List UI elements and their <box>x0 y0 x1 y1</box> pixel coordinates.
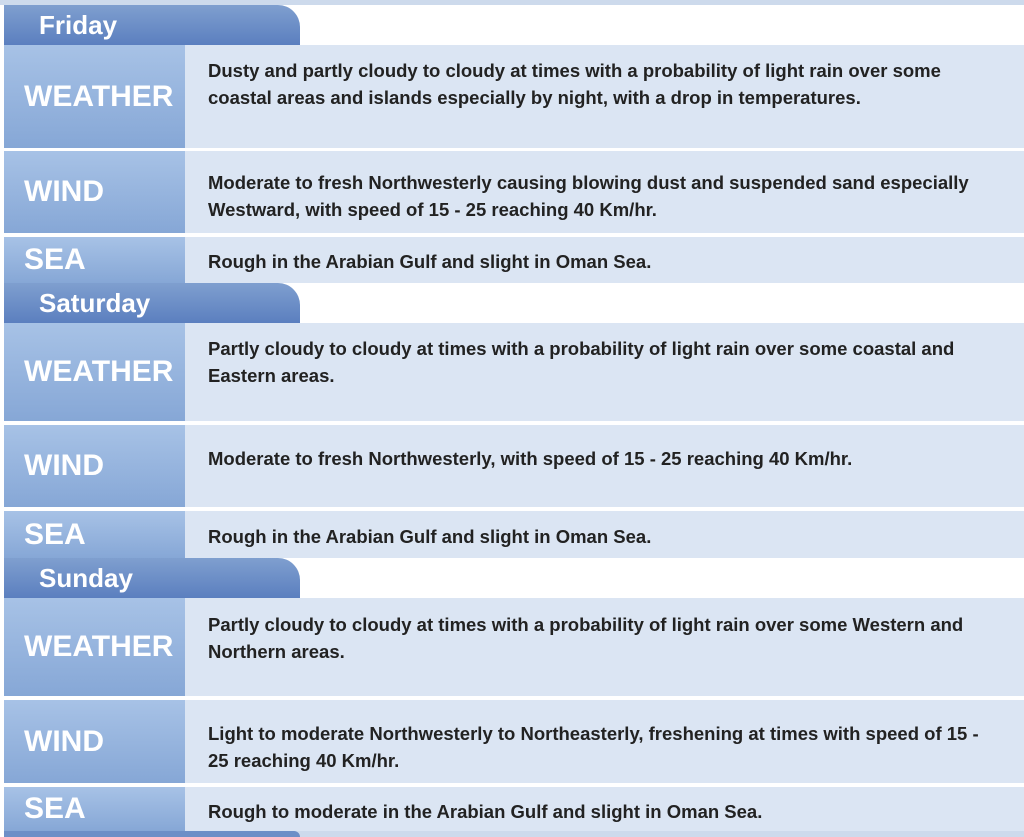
next-day-tab-edge <box>4 831 300 837</box>
row-text-sea: Rough to moderate in the Arabian Gulf and slight in Oman Sea. <box>185 787 1024 831</box>
row-label-wind: WIND <box>4 425 185 507</box>
row-friday-sea <box>4 237 1024 283</box>
row-text-weather: Partly cloudy to cloudy at times with a probability of light rain over some coastal and Eastern areas. <box>185 323 1024 421</box>
row-sunday-weather <box>4 598 1024 696</box>
row-sunday-sea <box>4 787 1024 831</box>
day-header-sunday: Sunday <box>4 558 300 598</box>
row-label-weather: WEATHER <box>4 323 185 421</box>
row-text-sea: Rough in the Arabian Gulf and slight in Oman Sea. <box>185 511 1024 558</box>
row-label-wind: WIND <box>4 151 185 233</box>
day-header-friday: Friday <box>4 5 300 45</box>
row-label-sea: SEA <box>4 787 185 831</box>
row-text-wind: Light to moderate Northwesterly to Northeasterly, freshening at times with speed of 15 - 25 reaching 40 Km/hr. <box>185 700 1024 783</box>
row-label-weather: WEATHER <box>4 45 185 148</box>
row-saturday-wind <box>4 425 1024 507</box>
row-saturday-weather <box>4 323 1024 421</box>
row-sunday-wind <box>4 700 1024 783</box>
day-header-saturday: Saturday <box>4 283 300 323</box>
row-friday-wind <box>4 151 1024 233</box>
row-text-wind: Moderate to fresh Northwesterly, with speed of 15 - 25 reaching 40 Km/hr. <box>185 425 1024 507</box>
row-label-sea: SEA <box>4 511 185 558</box>
row-label-weather: WEATHER <box>4 598 185 696</box>
row-saturday-sea <box>4 511 1024 558</box>
row-text-sea: Rough in the Arabian Gulf and slight in Oman Sea. <box>185 237 1024 283</box>
row-label-sea: SEA <box>4 237 185 283</box>
row-label-wind: WIND <box>4 700 185 783</box>
row-text-wind: Moderate to fresh Northwesterly causing blowing dust and suspended sand especially Westward, with speed of 15 - 25 reaching 40 Km/hr. <box>185 151 1024 233</box>
row-friday-weather <box>4 45 1024 148</box>
row-text-weather: Dusty and partly cloudy to cloudy at times with a probability of light rain over some coastal areas and islands especially by night, with a drop in temperatures. <box>185 45 1024 148</box>
row-text-weather: Partly cloudy to cloudy at times with a probability of light rain over some Western and Northern areas. <box>185 598 1024 696</box>
